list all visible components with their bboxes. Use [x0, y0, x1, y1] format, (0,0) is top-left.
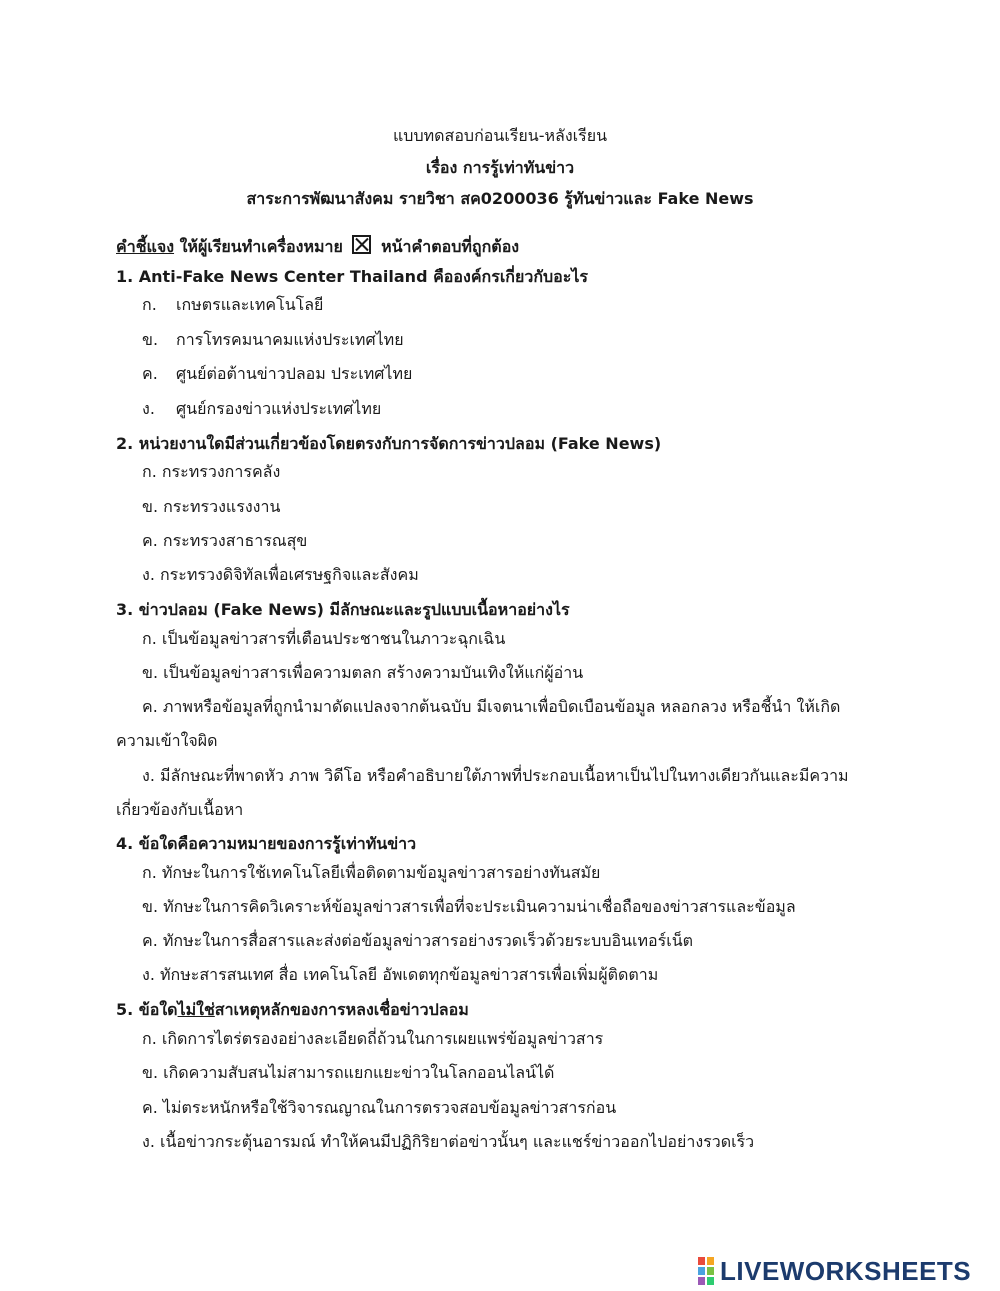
option-label: ง.: [142, 399, 155, 418]
logo-mark-icon: [698, 1257, 714, 1285]
question-1: 1. Anti-Fake News Center Thailand คือองค์กรเกี่ยวกับอะไร: [116, 267, 589, 286]
logo-mark-cell: [698, 1277, 705, 1285]
question-3-option-d-continued: เกี่ยวข้องกับเนื้อหา: [116, 800, 244, 819]
doc-title: แบบทดสอบก่อนเรียน-หลังเรียน: [392, 126, 607, 145]
question-2-option-c[interactable]: ค. กระทรวงสาธารณสุข: [142, 531, 308, 550]
question-2-option-a[interactable]: ก. กระทรวงการคลัง: [142, 462, 281, 481]
question-1-option-c[interactable]: [142, 362, 412, 387]
option-text: ศูนย์ต่อต้านข่าวปลอม ประเทศไทย: [176, 364, 413, 383]
liveworksheets-logo: [698, 1256, 971, 1286]
doc-course: สาระการพัฒนาสังคม รายวิชา สค0200036 รู้ทันข่าวและ Fake News: [246, 189, 754, 208]
question-5-emphasis: ไม่ใช่: [177, 1000, 215, 1019]
question-1-option-d[interactable]: [142, 397, 381, 422]
logo-mark-cell: [707, 1277, 714, 1285]
question-5-option-b[interactable]: ข. เกิดความสับสนไม่สามารถแยกแยะข่าวในโลกออนไลน์ได้: [142, 1063, 555, 1082]
logo-mark-cell: [707, 1267, 714, 1275]
question-4-option-c[interactable]: ค. ทักษะในการสื่อสารและส่งต่อข้อมูลข่าวสารอย่างรวดเร็วด้วยระบบอินเทอร์เน็ต: [142, 931, 694, 950]
question-4-option-b[interactable]: ข. ทักษะในการคิดวิเคราะห์ข้อมูลข่าวสารเพื่อที่จะประเมินความน่าเชื่อถือของข่าวสารและข้อมูล: [142, 897, 796, 916]
question-2-option-d[interactable]: ง. กระทรวงดิจิทัลเพื่อเศรษฐกิจและสังคม: [142, 565, 419, 584]
instruction-text-before: ให้ผู้เรียนทำเครื่องหมาย: [174, 237, 343, 256]
instruction: [116, 235, 519, 260]
question-3: 3. ข่าวปลอม (Fake News) มีลักษณะและรูปแบบเนื้อหาอย่างไร: [116, 600, 570, 619]
checked-box-icon: [352, 235, 371, 254]
question-3-option-b[interactable]: ข. เป็นข้อมูลข่าวสารเพื่อความตลก สร้างความบันเทิงให้แก่ผู้อ่าน: [142, 663, 584, 682]
logo-text: LIVEWORKSHEETS: [720, 1255, 972, 1286]
question-4-option-a[interactable]: ก. ทักษะในการใช้เทคโนโลยีเพื่อติดตามข้อมูลข่าวสารอย่างทันสมัย: [142, 863, 601, 882]
option-label: ข.: [142, 330, 159, 349]
question-2: 2. หน่วยงานใดมีส่วนเกี่ยวข้องโดยตรงกับการจัดการข่าวปลอม (Fake News): [116, 434, 662, 453]
instruction-label: คำชี้แจง: [116, 237, 175, 256]
logo-mark-cell: [698, 1267, 705, 1275]
question-5: [116, 998, 469, 1023]
doc-subject: เรื่อง การรู้เท่าทันข่าว: [425, 158, 575, 177]
logo-mark-cell: [707, 1257, 714, 1265]
question-3-option-c[interactable]: ค. ภาพหรือข้อมูลที่ถูกนำมาดัดแปลงจากต้นฉบับ มีเจตนาเพื่อบิดเบือนข้อมูล หลอกลวง หรือชี้นำ ให้เกิด: [142, 697, 841, 716]
question-4-option-d[interactable]: ง. ทักษะสารสนเทศ สื่อ เทคโนโลยี อัพเดตทุกข้อมูลข่าวสารเพื่อเพิ่มผู้ติดตาม: [142, 965, 659, 984]
option-text: การโทรคมนาคมแห่งประเทศไทย: [176, 330, 404, 349]
logo-mark-cell: [698, 1257, 705, 1265]
option-label: ค.: [142, 364, 158, 383]
instruction-text-after: หน้าคำตอบที่ถูกต้อง: [381, 237, 520, 256]
option-text: ศูนย์กรองข่าวแห่งประเทศไทย: [176, 399, 382, 418]
question-2-option-b[interactable]: ข. กระทรวงแรงงาน: [142, 497, 281, 516]
question-1-option-b[interactable]: [142, 328, 404, 353]
question-1-option-a[interactable]: [142, 293, 323, 318]
question-5-suffix: สาเหตุหลักของการหลงเชื่อข่าวปลอม: [214, 1000, 469, 1019]
question-3-option-c-continued: ความเข้าใจผิด: [116, 731, 218, 750]
question-5-option-a[interactable]: ก. เกิดการไตร่ตรองอย่างละเอียดถี่ถ้วนในการเผยแพร่ข้อมูลข่าวสาร: [142, 1029, 604, 1048]
option-label: ก.: [142, 295, 157, 314]
question-3-option-d[interactable]: ง. มีลักษณะที่พาดหัว ภาพ วิดีโอ หรือคำอธิบายใต้ภาพที่ประกอบเนื้อหาเป็นไปในทางเดียวกันและมีความ: [142, 766, 849, 785]
question-5-prefix: 5. ข้อใด: [116, 1000, 178, 1019]
question-4: 4. ข้อใดคือความหมายของการรู้เท่าทันข่าว: [116, 834, 417, 853]
option-text: เกษตรและเทคโนโลยี: [176, 295, 324, 314]
question-5-option-d[interactable]: ง. เนื้อข่าวกระตุ้นอารมณ์ ทำให้คนมีปฏิกิริยาต่อข่าวนั้นๆ และแชร์ข่าวออกไปอย่างรวดเร็ว: [142, 1132, 755, 1151]
question-5-option-c[interactable]: ค. ไม่ตระหนักหรือใช้วิจารณญาณในการตรวจสอบข้อมูลข่าวสารก่อน: [142, 1098, 617, 1117]
question-3-option-a[interactable]: ก. เป็นข้อมูลข่าวสารที่เตือนประชาชนในภาวะฉุกเฉิน: [142, 629, 506, 648]
